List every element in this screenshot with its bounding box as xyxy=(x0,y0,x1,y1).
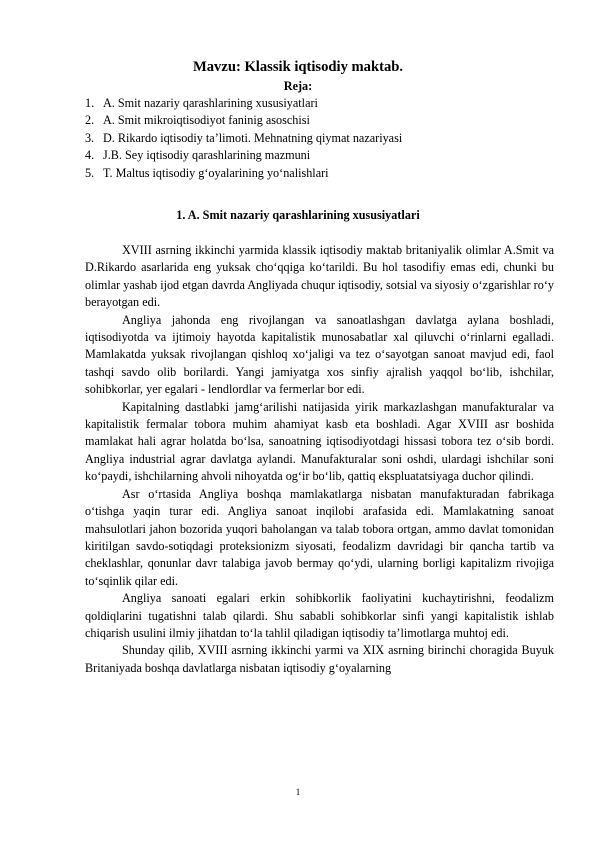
plan-item xyxy=(85,147,402,164)
plan-item xyxy=(85,95,402,112)
plan-item-text: A. Smit mikroiqtisodiyot faninig asoschisi xyxy=(103,113,310,128)
document-title: Mavzu: Klassik iqtisodiy maktab. xyxy=(192,59,404,75)
plan-item xyxy=(85,130,402,147)
plan-item-text: A. Smit nazariy qarashlarining xususiyatlari xyxy=(103,96,318,110)
plan-item-number: 1. xyxy=(85,96,95,110)
plan-item xyxy=(85,165,402,182)
plan-item-number: 2. xyxy=(85,113,95,128)
paragraph: Angliya sanoati egalari erkin sohibkorlik faoliyatini kuchaytirishni, feodalizm qoldiqlarini tugatishni talab qilardi. Shu sababli sohibkorlar sinfi yangi kapitalistik ishlab chiqarish usulini ilmiy jihatdan to‘la tahlil qiladigan iqtisodiy ta’limotlarga muhtoj edi. xyxy=(85,591,554,640)
paragraph: Shunday qilib, XVIII asrning ikkinchi yarmi va XIX asrning birinchi choragida Buyuk Britaniyada boshqa davlatlarga nisbatan iqtisodiy g‘oyalarning xyxy=(85,643,554,675)
plan-heading: Reja: xyxy=(283,79,313,93)
body-text xyxy=(85,242,554,677)
plan-item-text: T. Maltus iqtisodiy g‘oyalarining yo‘nalishlari xyxy=(103,165,329,180)
plan-item-text: D. Rikardo iqtisodiy ta’limoti. Mehnatning qiymat nazariyasi xyxy=(103,130,403,145)
plan-item-number: 3. xyxy=(85,130,95,145)
plan-item-number: 5. xyxy=(85,165,95,180)
plan-list xyxy=(85,95,402,182)
plan-item-text: J.B. Sey iqtisodiy qarashlarining mazmuni xyxy=(103,148,311,163)
plan-item-number: 4. xyxy=(85,148,95,163)
paragraph: Kapitalning dastlabki jamg‘arilishi natijasida yirik markazlashgan manufakturalar va kapitalistik fermalar tobora muhim ahamiyat kasb eta boshladi. Agar XVIII asr boshida mamlakat hali agrar holatda bo‘lsa, sanoatning iqtisodiyotdagi hissasi tobora tez o‘sib bordi. Angliya industrial agrar davlatga aylandi. Manufakturalar soni oshdi, ulardagi ishchilar soni ko‘paydi, ishchilarning ahvoli nihoyatda og‘ir bo‘lib, qattiq ekspluatatsiyaga duchor qilindi. xyxy=(85,399,554,484)
paragraph: Asr o‘rtasida Angliya boshqa mamlakatlarga nisbatan manufakturadan fabrikaga o‘tishga yaqin turar edi. Angliya sanoat inqilobi arafasida edi. Mamlakatning sanoat mahsulotlari jahon bozorida yuqori baholangan va talab tobora ortgan, ammo davlat tomonidan kiritilgan savdo-sotiqdagi proteksionizm siyosati, feodalizm davridagi bir qancha tartib va cheklashlar, qonunlar davr talabiga javob bermay qo‘ydi, ularning borligi kapitalizm rivojiga to‘sqinlik qilar edi. xyxy=(85,486,554,588)
section-heading: 1. A. Smit nazariy qarashlarining xususiyatlari xyxy=(176,208,420,222)
page-number: 1 xyxy=(295,787,301,797)
plan-item xyxy=(85,112,402,129)
paragraph: Angliya jahonda eng rivojlangan va sanoatlashgan davlatga aylana boshladi, iqtisodiyotda va ijtimoiy hayotda kapitalistik munosabatlar xal qiluvchi o‘rinlarni egalladi. Mamlakatda yuksak rivojlangan qishloq xo‘jaligi va tez o‘sayotgan sanoat mavjud edi, faol tashqi savdo olib borilardi. Yangi jamiyatga xos sinfiy ajralish yaqqol bo‘lib, ishchilar, sohibkorlar, yer egalari - lendlordlar va fermerlar bor edi. xyxy=(85,312,554,397)
paragraph: XVIII asrning ikkinchi yarmida klassik iqtisodiy maktab britaniyalik olimlar A.Smit va D.Rikardo asarlarida eng yuksak cho‘qqiga ko‘tarildi. Bu hol tasodifiy emas edi, chunki bu olimlar yashab ijod etgan davrda Angliyada chuqur iqtisodiy, sotsial va siyosiy o‘zgarishlar ro‘y berayotgan edi. xyxy=(85,243,554,310)
